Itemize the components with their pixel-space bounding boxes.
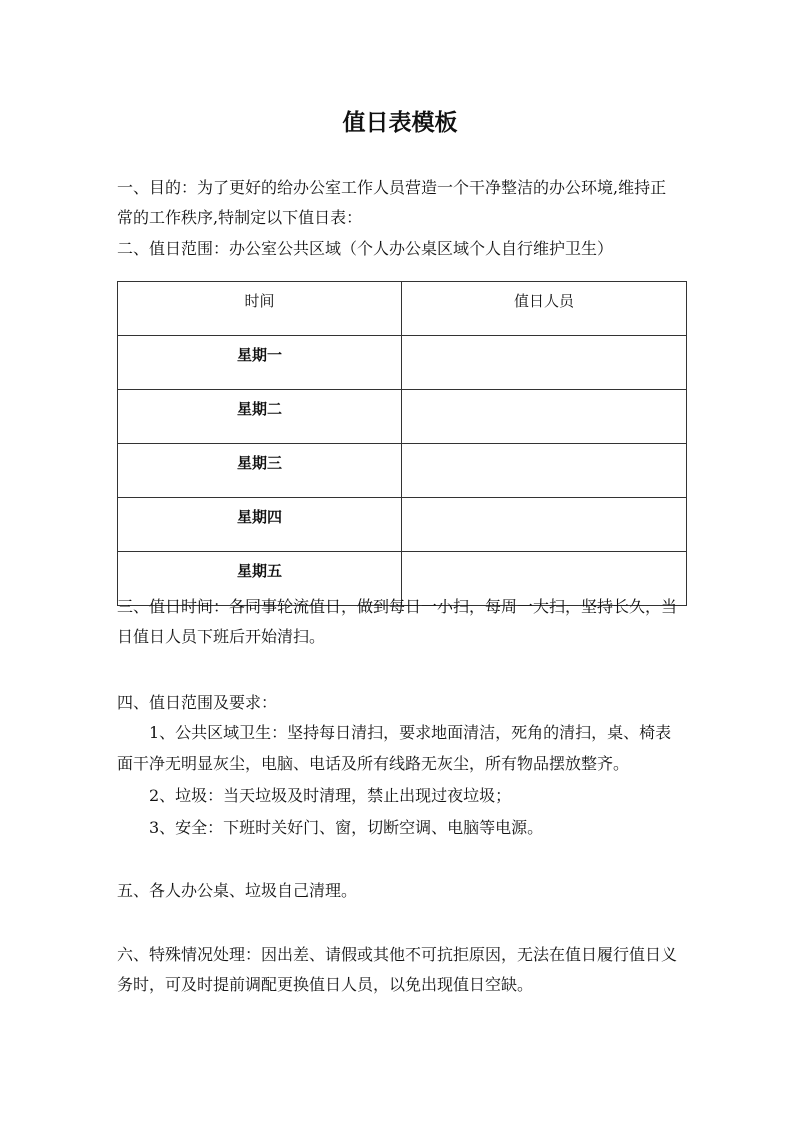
table-row (118, 444, 687, 498)
section-requirements-heading: 四、值日范围及要求： (117, 693, 278, 712)
day-cell: 星期三 (118, 444, 402, 498)
section-time-line1: 三、值日时间：各同事轮流值日，做到每日一小扫，每周一大扫，坚持长久，当 (117, 597, 678, 616)
header-person: 值日人员 (402, 282, 687, 336)
table-row (118, 336, 687, 390)
table-header-row (118, 282, 687, 336)
requirement-1-line1: 1、公共区域卫生：坚持每日清扫，要求地面清洁，死角的清扫，桌、椅表 (149, 723, 672, 742)
table-row (118, 498, 687, 552)
section-special-line1: 六、特殊情况处理：因出差、请假或其他不可抗拒原因，无法在值日履行值日义 (117, 945, 678, 964)
requirement-1-line2: 面干净无明显灰尘，电脑、电话及所有线路无灰尘，所有物品摆放整齐。 (117, 754, 630, 773)
person-cell[interactable] (402, 498, 687, 552)
section-time-line2: 日值日人员下班后开始清扫。 (117, 627, 326, 646)
day-cell: 星期一 (118, 336, 402, 390)
section-special-line2: 务时，可及时提前调配更换值日人员，以免出现值日空缺。 (117, 975, 534, 994)
table-row (118, 390, 687, 444)
day-cell: 星期五 (118, 552, 402, 606)
day-cell: 星期四 (118, 498, 402, 552)
section-scope: 二、值日范围：办公室公共区域（个人办公桌区域个人自行维护卫生） (117, 239, 614, 258)
person-cell[interactable] (402, 444, 687, 498)
section-purpose-line1: 一、目的：为了更好的给办公室工作人员营造一个干净整洁的办公环境,维持正 (117, 178, 667, 197)
duty-table (117, 281, 687, 606)
header-time: 时间 (118, 282, 402, 336)
document-title: 值日表模板 (342, 109, 458, 136)
day-cell: 星期二 (118, 390, 402, 444)
section-desk: 五、各人办公桌、垃圾自己清理。 (117, 881, 358, 900)
requirement-2: 2、垃圾：当天垃圾及时清理，禁止出现过夜垃圾； (149, 786, 512, 805)
requirement-3: 3、安全：下班时关好门、窗，切断空调、电脑等电源。 (149, 818, 544, 837)
person-cell[interactable] (402, 390, 687, 444)
person-cell[interactable] (402, 336, 687, 390)
section-purpose-line2: 常的工作秩序,特制定以下值日表： (117, 208, 363, 227)
